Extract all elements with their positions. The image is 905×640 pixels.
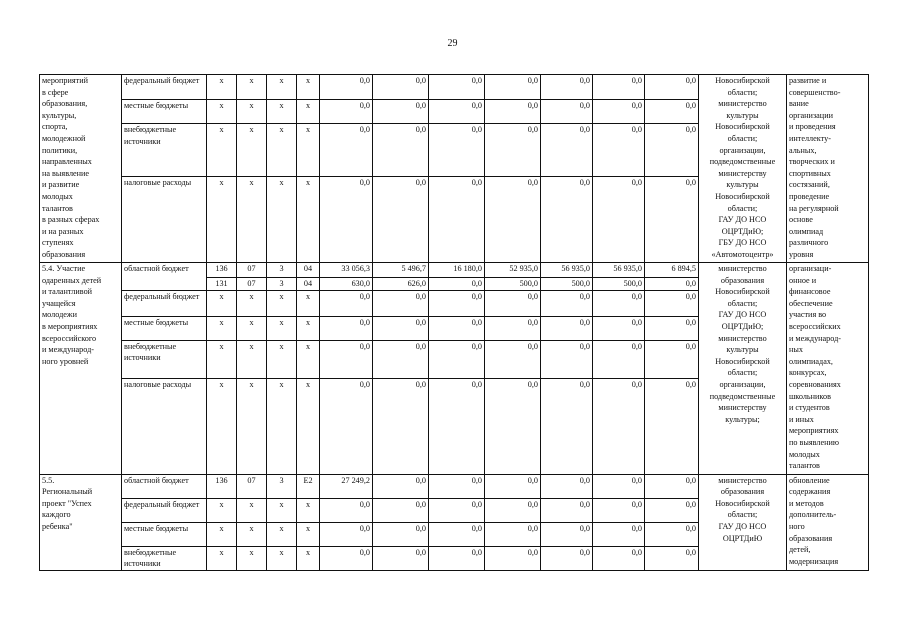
budget-code-cell: 3	[267, 263, 297, 278]
amount-cell: 0,0	[485, 100, 541, 124]
amount-cell: 0,0	[485, 498, 541, 522]
amount-cell: 0,0	[320, 546, 373, 570]
amount-cell: 6 894,5	[645, 263, 699, 278]
amount-cell: 0,0	[593, 100, 645, 124]
budget-code-cell: x	[297, 316, 320, 340]
funding-source-cell: налоговые расходы	[122, 177, 207, 263]
amount-cell: 0,0	[373, 474, 429, 498]
budget-code-cell: x	[237, 522, 267, 546]
amount-cell: 0,0	[485, 340, 541, 378]
amount-cell: 0,0	[373, 75, 429, 100]
block-talents-measures-executor-cell: Новосибирской области; министерство культуры Новосибирской области; организации, подведомственные министерству культуры Новосибирской области; ГАУ ДО НСО ОЦРТДиЮ; ГБУ ДО НСО «Автомотоцентр»	[699, 75, 787, 263]
amount-cell: 5 496,7	[373, 263, 429, 278]
amount-cell: 0,0	[485, 316, 541, 340]
amount-cell: 500,0	[485, 278, 541, 291]
amount-cell: 0,0	[320, 100, 373, 124]
budget-code-cell: x	[297, 177, 320, 263]
amount-cell: 33 056,3	[320, 263, 373, 278]
budget-code-cell: x	[207, 546, 237, 570]
budget-code-cell: x	[207, 316, 237, 340]
budget-code-cell: x	[237, 340, 267, 378]
amount-cell: 0,0	[373, 100, 429, 124]
budget-code-cell: x	[267, 546, 297, 570]
amount-cell: 0,0	[320, 177, 373, 263]
amount-cell: 0,0	[429, 100, 485, 124]
amount-cell: 52 935,0	[485, 263, 541, 278]
amount-cell: 0,0	[593, 124, 645, 177]
amount-cell: 0,0	[593, 522, 645, 546]
budget-code-cell: x	[207, 177, 237, 263]
table-row	[40, 75, 869, 100]
amount-cell: 500,0	[541, 278, 593, 291]
amount-cell: 0,0	[645, 546, 699, 570]
amount-cell: 0,0	[541, 522, 593, 546]
block-talents-measures-result-cell: развитие и совершенство- вание организации и проведения интеллекту- альных, творческих и спортивных состязаний, проведение на регулярной основе олимпиад различного уровня	[787, 75, 869, 263]
amount-cell: 0,0	[541, 75, 593, 100]
funding-source-cell: налоговые расходы	[122, 378, 207, 474]
amount-cell: 0,0	[429, 546, 485, 570]
budget-code-cell: x	[267, 177, 297, 263]
budget-code-cell: x	[267, 290, 297, 316]
amount-cell: 0,0	[541, 474, 593, 498]
block-5-5-regional-project-result-cell: обновление содержания и методов дополнитель- ного образования детей, модернизация	[787, 474, 869, 570]
amount-cell: 0,0	[485, 124, 541, 177]
amount-cell: 0,0	[320, 498, 373, 522]
funding-source-cell: федеральный бюджет	[122, 75, 207, 100]
amount-cell: 0,0	[485, 177, 541, 263]
amount-cell: 16 180,0	[429, 263, 485, 278]
budget-code-cell: 07	[237, 278, 267, 291]
budget-code-cell: 136	[207, 474, 237, 498]
budget-code-cell: x	[207, 340, 237, 378]
amount-cell: 0,0	[593, 177, 645, 263]
budget-code-cell: x	[267, 498, 297, 522]
amount-cell: 0,0	[373, 177, 429, 263]
budget-code-cell: x	[237, 75, 267, 100]
amount-cell: 0,0	[320, 340, 373, 378]
amount-cell: 0,0	[429, 75, 485, 100]
amount-cell: 0,0	[593, 498, 645, 522]
budget-code-cell: 04	[297, 263, 320, 278]
amount-cell: 0,0	[320, 124, 373, 177]
budget-code-cell: x	[207, 75, 237, 100]
funding-source-cell: внебюджетные источники	[122, 340, 207, 378]
amount-cell: 0,0	[373, 546, 429, 570]
budget-code-cell: 136	[207, 263, 237, 278]
amount-cell: 0,0	[645, 316, 699, 340]
table-row	[40, 263, 869, 278]
budget-code-cell: x	[267, 100, 297, 124]
amount-cell: 0,0	[593, 546, 645, 570]
budget-code-cell: x	[267, 124, 297, 177]
amount-cell: 0,0	[373, 378, 429, 474]
funding-source-cell: внебюджетные источники	[122, 546, 207, 570]
amount-cell: 27 249,2	[320, 474, 373, 498]
amount-cell: 0,0	[541, 546, 593, 570]
amount-cell: 0,0	[429, 124, 485, 177]
page-number: 29	[447, 38, 458, 49]
amount-cell: 0,0	[320, 316, 373, 340]
funding-source-cell: федеральный бюджет	[122, 290, 207, 316]
amount-cell: 0,0	[485, 75, 541, 100]
amount-cell: 0,0	[593, 474, 645, 498]
budget-code-cell: x	[237, 124, 267, 177]
budget-code-cell: x	[237, 100, 267, 124]
budget-code-cell: x	[297, 522, 320, 546]
budget-code-cell: x	[207, 522, 237, 546]
budget-code-cell: x	[237, 498, 267, 522]
amount-cell: 0,0	[485, 546, 541, 570]
amount-cell: 0,0	[485, 290, 541, 316]
amount-cell: 0,0	[429, 278, 485, 291]
funding-source-cell: местные бюджеты	[122, 522, 207, 546]
amount-cell: 0,0	[645, 177, 699, 263]
amount-cell: 0,0	[645, 75, 699, 100]
amount-cell: 0,0	[320, 75, 373, 100]
amount-cell: 0,0	[645, 378, 699, 474]
funding-source-cell: федеральный бюджет	[122, 498, 207, 522]
budget-code-cell: x	[297, 498, 320, 522]
block-5-4-olympiads-result-cell: организаци- онное и финансовое обеспечение участия во всероссийских и международ- ных олимпиадах, конкурсах, соревнованиях школьников и студентов и иных мероприятиях по выявлению молодых талантов	[787, 263, 869, 475]
budget-code-cell: x	[267, 75, 297, 100]
amount-cell: 0,0	[320, 378, 373, 474]
amount-cell: 0,0	[593, 316, 645, 340]
budget-code-cell: x	[297, 124, 320, 177]
budget-code-cell: x	[267, 340, 297, 378]
budget-code-cell: x	[297, 378, 320, 474]
amount-cell: 0,0	[429, 474, 485, 498]
amount-cell: 0,0	[541, 378, 593, 474]
budget-code-cell: x	[297, 340, 320, 378]
budget-code-cell: x	[297, 546, 320, 570]
budget-code-cell: x	[297, 290, 320, 316]
amount-cell: 0,0	[373, 522, 429, 546]
amount-cell: 0,0	[541, 177, 593, 263]
block-5-4-olympiads-measure-cell: 5.4. Участие одаренных детей и талантливой учащейся молодежи в мероприятиях всероссийского и международ- ного уровней	[40, 263, 122, 475]
amount-cell: 0,0	[541, 340, 593, 378]
amount-cell: 56 935,0	[593, 263, 645, 278]
budget-code-cell: x	[267, 316, 297, 340]
budget-code-cell: 3	[267, 474, 297, 498]
amount-cell: 0,0	[429, 498, 485, 522]
table-row	[40, 474, 869, 498]
budget-code-cell: x	[297, 75, 320, 100]
amount-cell: 0,0	[645, 124, 699, 177]
amount-cell: 0,0	[645, 340, 699, 378]
budget-code-cell: x	[237, 177, 267, 263]
budget-code-cell: x	[237, 316, 267, 340]
funding-source-cell: областной бюджет	[122, 263, 207, 291]
amount-cell: 0,0	[645, 522, 699, 546]
amount-cell: 0,0	[320, 290, 373, 316]
amount-cell: 0,0	[645, 278, 699, 291]
amount-cell: 0,0	[373, 124, 429, 177]
amount-cell: 0,0	[373, 290, 429, 316]
budget-code-cell: 07	[237, 263, 267, 278]
budget-code-cell: x	[237, 290, 267, 316]
amount-cell: 0,0	[485, 522, 541, 546]
amount-cell: 0,0	[429, 290, 485, 316]
amount-cell: 0,0	[541, 100, 593, 124]
amount-cell: 0,0	[373, 498, 429, 522]
amount-cell: 0,0	[593, 378, 645, 474]
amount-cell: 0,0	[373, 316, 429, 340]
funding-source-cell: местные бюджеты	[122, 316, 207, 340]
amount-cell: 0,0	[429, 378, 485, 474]
amount-cell: 0,0	[593, 290, 645, 316]
funding-source-cell: областной бюджет	[122, 474, 207, 498]
amount-cell: 0,0	[541, 498, 593, 522]
amount-cell: 0,0	[320, 522, 373, 546]
amount-cell: 0,0	[645, 290, 699, 316]
amount-cell: 500,0	[593, 278, 645, 291]
amount-cell: 0,0	[429, 522, 485, 546]
amount-cell: 626,0	[373, 278, 429, 291]
block-talents-measures-measure-cell: мероприятий в сфере образования, культуры, спорта, молодежной политики, направленных на выявление и развитие молодых талантов в разных сферах и на разных ступенях образования	[40, 75, 122, 263]
budget-code-cell: 07	[237, 474, 267, 498]
budget-code-cell: x	[267, 522, 297, 546]
budget-code-cell: 3	[267, 278, 297, 291]
amount-cell: 0,0	[593, 340, 645, 378]
budget-code-cell: x	[237, 378, 267, 474]
budget-code-cell: x	[207, 498, 237, 522]
block-5-5-regional-project-measure-cell: 5.5. Региональный проект "Успех каждого ребенка"	[40, 474, 122, 570]
budget-code-cell: x	[207, 290, 237, 316]
amount-cell: 0,0	[429, 177, 485, 263]
financing-table	[39, 74, 869, 571]
budget-code-cell: x	[207, 100, 237, 124]
funding-source-cell: местные бюджеты	[122, 100, 207, 124]
budget-code-cell: 04	[297, 278, 320, 291]
block-5-4-olympiads-executor-cell: министерство образования Новосибирской области; ГАУ ДО НСО ОЦРТДиЮ; министерство культуры Новосибирской области; организации, подведомственные министерству культуры;	[699, 263, 787, 475]
budget-code-cell: x	[267, 378, 297, 474]
budget-code-cell: x	[207, 124, 237, 177]
amount-cell: 0,0	[541, 124, 593, 177]
funding-source-cell: внебюджетные источники	[122, 124, 207, 177]
amount-cell: 0,0	[541, 290, 593, 316]
amount-cell: 0,0	[645, 100, 699, 124]
amount-cell: 0,0	[593, 75, 645, 100]
budget-code-cell: x	[297, 100, 320, 124]
amount-cell: 0,0	[541, 316, 593, 340]
budget-code-cell: x	[207, 378, 237, 474]
block-5-5-regional-project-executor-cell: министерство образования Новосибирской области; ГАУ ДО НСО ОЦРТДиЮ	[699, 474, 787, 570]
budget-code-cell: x	[237, 546, 267, 570]
amount-cell: 630,0	[320, 278, 373, 291]
amount-cell: 0,0	[373, 340, 429, 378]
budget-code-cell: 131	[207, 278, 237, 291]
amount-cell: 0,0	[429, 316, 485, 340]
budget-code-cell: E2	[297, 474, 320, 498]
amount-cell: 0,0	[485, 474, 541, 498]
amount-cell: 56 935,0	[541, 263, 593, 278]
amount-cell: 0,0	[485, 378, 541, 474]
amount-cell: 0,0	[645, 498, 699, 522]
amount-cell: 0,0	[645, 474, 699, 498]
amount-cell: 0,0	[429, 340, 485, 378]
